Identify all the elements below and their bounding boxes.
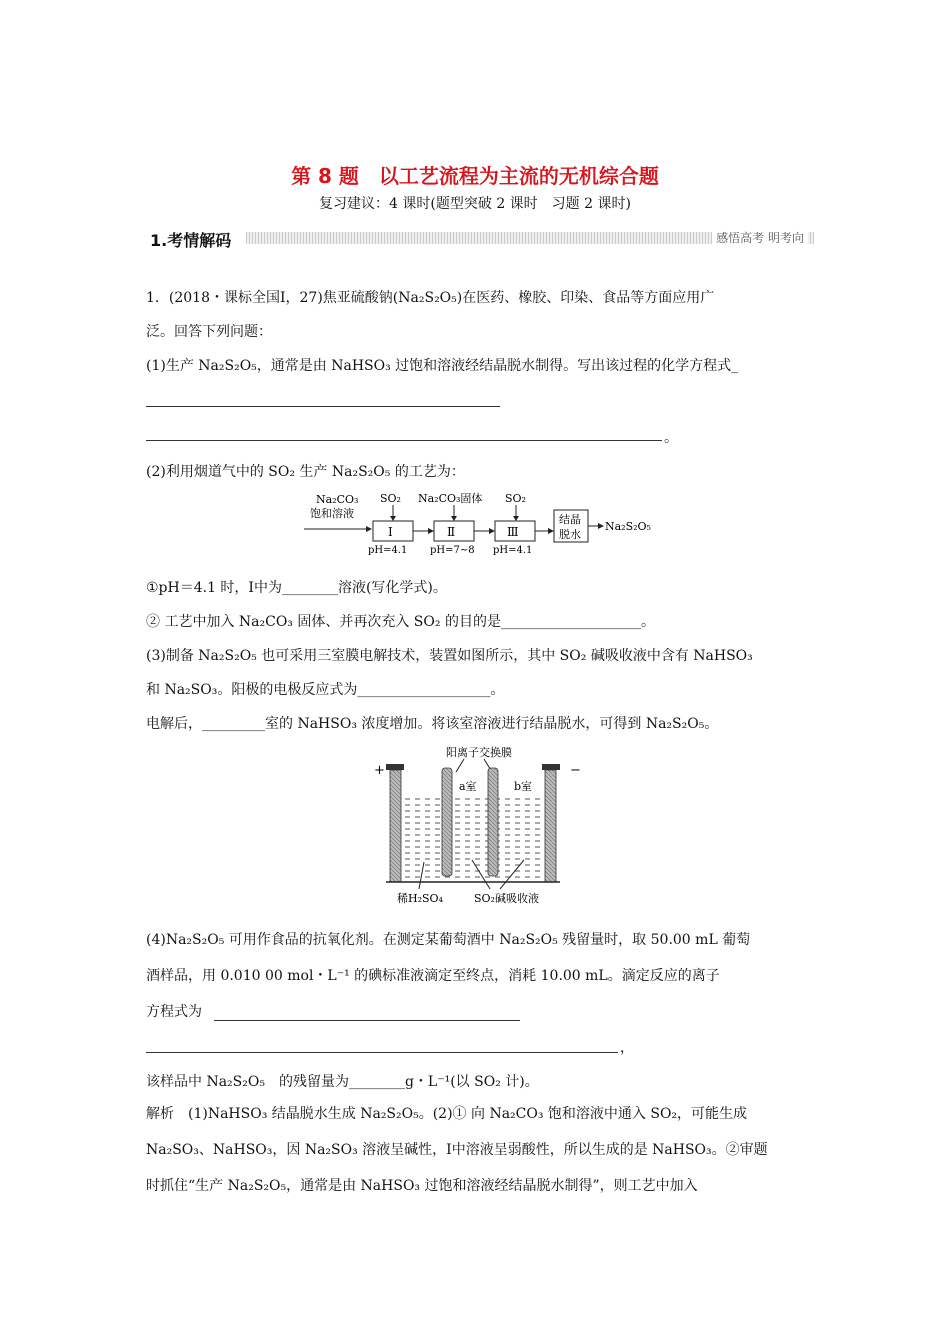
flow-ph-2: pH=7~8 — [430, 545, 475, 556]
flow-input-top: Na₂CO₃ — [316, 493, 359, 506]
question-part2-a: ①pH＝4.1 时，Ⅰ中为________溶液(写化学式)。 — [146, 580, 447, 596]
flow-arrow-head — [489, 528, 495, 534]
banner-label: 1.考情解码 — [146, 228, 237, 251]
flow-arrow-head — [451, 516, 457, 521]
analysis-line-1: 解析 (1)NaHSO₃ 结晶脱水生成 Na₂S₂O₅。(2)① 向 Na₂CO₃ 饱和溶液中通入 SO₂，可能生成 — [146, 1106, 748, 1122]
room-a-label: a室 — [459, 780, 477, 793]
flow-box-1 — [373, 521, 413, 541]
page-subtitle: 复习建议：4 课时(题型突破 2 课时 习题 2 课时) — [319, 196, 631, 212]
analysis-line-3: 时抓住“生产 Na₂S₂O₅，通常是由 NaHSO₃ 过饱和溶液经结晶脱水制得”，则工艺中加入 — [146, 1178, 698, 1194]
flow-input-bottom: 饱和溶液 — [310, 507, 354, 520]
question-part4-2: 酒样品，用 0.010 00 mol・L⁻¹ 的碘标准液滴定至终点，消耗 10.00 mL。滴定反应的离子 — [146, 968, 720, 984]
question-part2-b: ② 工艺中加入 Na₂CO₃ 固体、并再次充入 SO₂ 的目的是____________________。 — [146, 614, 655, 630]
flow-add-3: SO₂ — [505, 492, 526, 505]
flow-product: Na₂S₂O₅ — [605, 520, 651, 533]
flow-add-1: SO₂ — [380, 492, 401, 505]
flow-arrow-head — [390, 516, 396, 521]
electrolysis-cell-diagram — [364, 742, 584, 908]
flow-ph-3: pH=4.1 — [493, 545, 533, 556]
left-solution-label: 稀H₂SO₄ — [397, 892, 443, 905]
answer-line — [146, 406, 500, 407]
analysis-line-2: Na₂SO₃、NaHSO₃，因 Na₂SO₃ 溶液呈碱性，Ⅰ中溶液呈弱酸性，所以生成的是 NaHSO₃。②审题 — [146, 1142, 768, 1158]
flow-box-2-label: Ⅱ — [447, 525, 456, 539]
flow-box-4-bottom: 脱水 — [559, 528, 581, 541]
question-part3-2: 和 Na₂SO₃。阳极的电极反应式为___________________。 — [146, 682, 505, 698]
flow-ph-1: pH=4.1 — [368, 545, 408, 556]
right-solution-label: SO₂碱吸收液 — [474, 892, 539, 905]
flow-box-4-top: 结晶 — [559, 513, 581, 526]
flow-arrow-head — [513, 516, 519, 521]
label-leader — [456, 759, 464, 772]
cathode-sign: − — [570, 763, 581, 778]
membrane-right — [488, 768, 498, 876]
question-part3-3: 电解后，_________室的 NaHSO₃ 浓度增加。将该室溶液进行结晶脱水，可得到 Na₂S₂O₅。 — [146, 716, 719, 732]
question-stem-2: 泛。回答下列问题： — [146, 324, 272, 340]
membrane-left — [442, 768, 452, 876]
cathode-cap — [542, 764, 560, 770]
flow-add-2: Na₂CO₃固体 — [418, 492, 483, 505]
flow-arrow-head — [428, 528, 434, 534]
answer-end: 。 — [664, 430, 678, 446]
answer-line — [146, 440, 662, 441]
question-part4-4: 该样品中 Na₂S₂O₅ 的残留量为________g・L⁻¹(以 SO₂ 计)。 — [146, 1074, 539, 1090]
question-part3-1: (3)制备 Na₂S₂O₅ 也可采用三室膜电解技术，装置如图所示，其中 SO₂ 碱吸收液中含有 NaHSO₃ — [146, 648, 753, 664]
flow-box-1-label: Ⅰ — [388, 525, 393, 539]
answer-comma: ， — [620, 1040, 634, 1056]
room-b-label: b室 — [514, 780, 533, 793]
flow-arrow-head — [366, 526, 372, 532]
banner-right-text: 感悟高考 明考向 — [712, 229, 808, 246]
answer-line — [146, 1052, 618, 1053]
answer-line — [214, 1020, 520, 1021]
electrolyte — [392, 794, 552, 882]
anode-cap — [386, 764, 404, 770]
question-part4-3: 方程式为 — [146, 1004, 202, 1020]
anode-sign: + — [374, 763, 385, 778]
anode — [390, 770, 401, 882]
flow-box-3-label: Ⅲ — [507, 525, 519, 539]
question-part1: (1)生产 Na₂S₂O₅，通常是由 NaHSO₃ 过饱和溶液经结晶脱水制得。写出该过程的化学方程式_ — [146, 358, 739, 374]
section-banner — [146, 226, 814, 250]
page-title: 第 8 题 以工艺流程为主流的无机综合题 — [291, 164, 659, 188]
cathode — [545, 770, 556, 882]
question-part4-1: (4)Na₂S₂O₅ 可用作食品的抗氧化剂。在测定某葡萄酒中 Na₂S₂O₅ 残留量时，取 50.00 mL 葡萄 — [146, 932, 751, 948]
membrane-label: 阳离子交换膜 — [446, 746, 512, 759]
question-part2: (2)利用烟道气中的 SO₂ 生产 Na₂S₂O₅ 的工艺为： — [146, 464, 465, 480]
flow-arrow-head — [548, 528, 554, 534]
flow-arrow-head — [598, 523, 604, 529]
process-flow-diagram — [300, 488, 660, 556]
question-stem-1: 1．(2018・课标全国Ⅰ，27)焦亚硫酸钠(Na₂S₂O₅)在医药、橡胶、印染、食品等方面应用广 — [146, 290, 715, 306]
